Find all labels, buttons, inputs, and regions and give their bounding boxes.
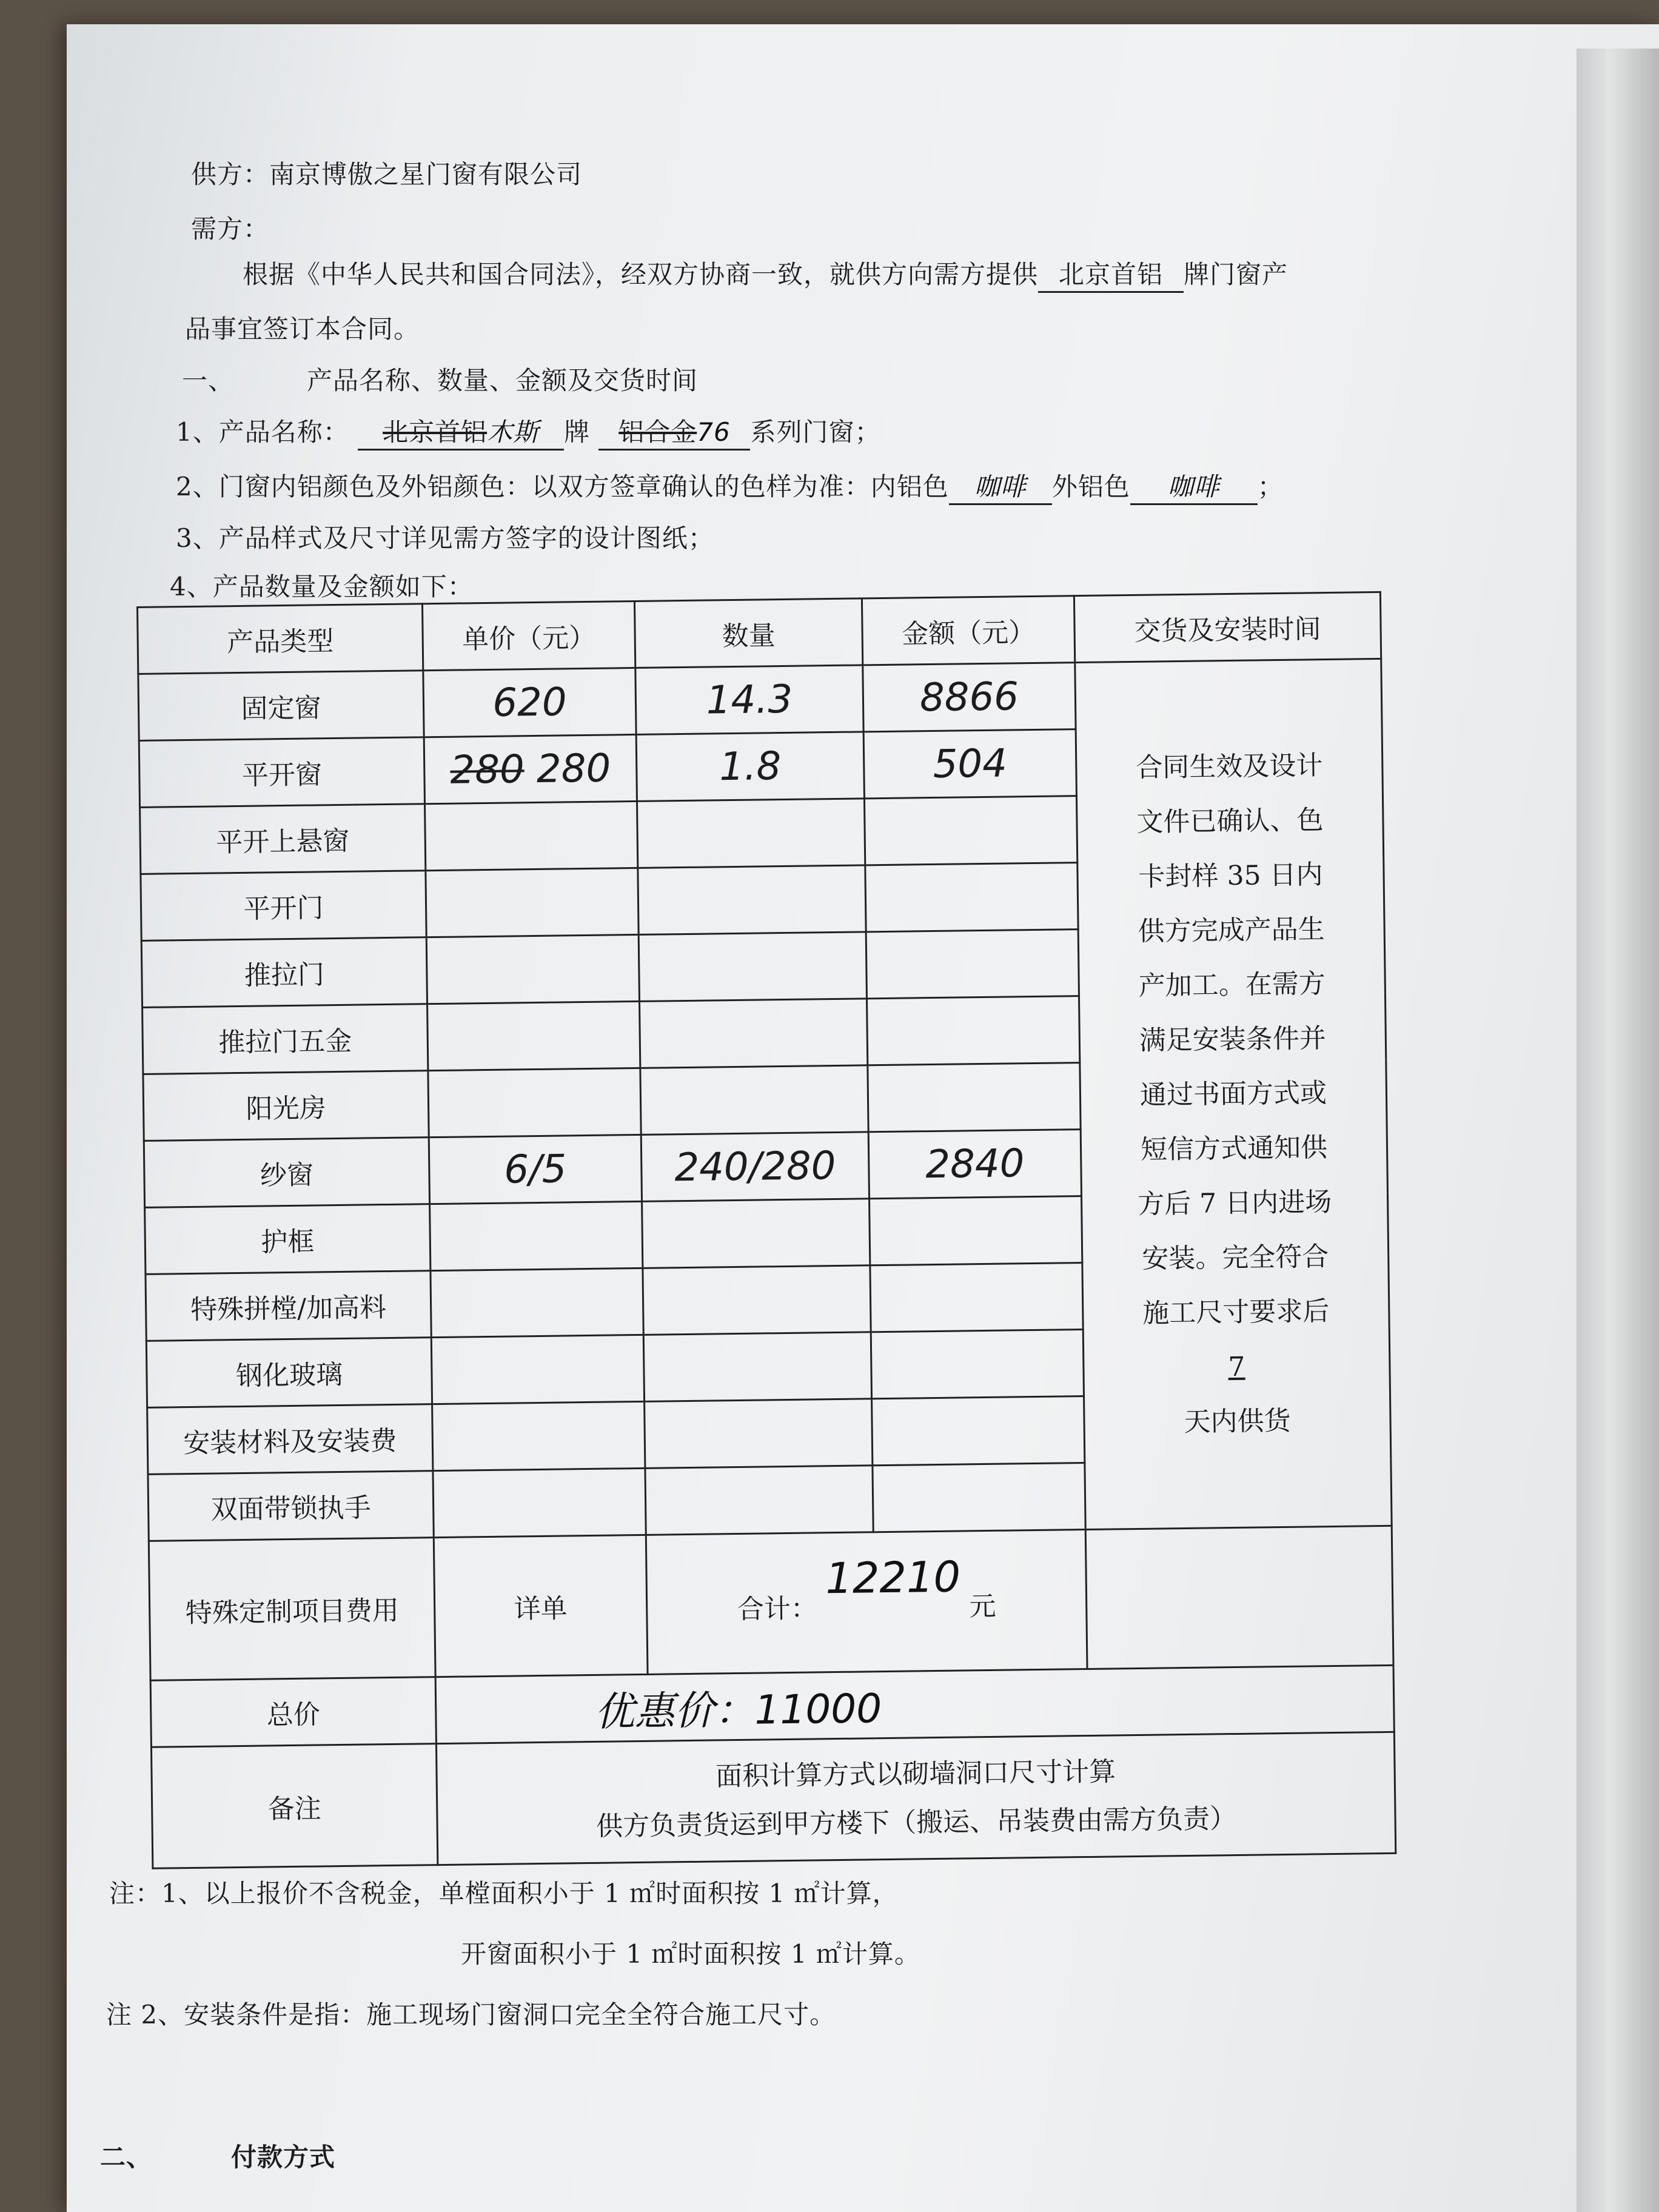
table-row: 阳光房 — [143, 1059, 1387, 1141]
table-row: 钢化玻璃 — [146, 1326, 1390, 1407]
item-1-product-name: 1、产品名称： 北京首铝木斯 牌 铝合金76 系列门窗； — [176, 412, 880, 451]
note-1b: 开窗面积小于 1 ㎡时面积按 1 ㎡计算。 — [461, 1939, 920, 1969]
detail-label: 详单 — [434, 1535, 648, 1677]
intro-line-2: 品事宜签订本合同。 — [185, 314, 420, 344]
grand-total-label: 总价 — [150, 1677, 436, 1748]
buyer-label: 需方： — [191, 214, 270, 244]
table-row: 安装材料及安装费 — [147, 1392, 1391, 1474]
table-row: 平开上悬窗 — [140, 792, 1384, 874]
header-delivery: 交货及安装时间 — [1074, 592, 1381, 662]
note-2: 注 2、安装条件是指：施工现场门窗洞口完全全符合施工尺寸。 — [106, 2000, 836, 2029]
intro-line-1: 根据《中华人民共和国合同法》，经双方协商一致，就供方向需方提供 北京首铝 牌门窗产 — [243, 255, 1288, 293]
buyer-line — [191, 209, 269, 246]
section-1-title: 产品名称、数量、金额及交货时间 — [307, 366, 699, 395]
remark-content: 面积计算方式以砌墙洞口尺寸计算 供方负责货运到甲方楼下（搬运、吊装费由需方负责） — [436, 1732, 1395, 1865]
item-3: 3、产品样式及尺寸详见需方签字的设计图纸； — [176, 523, 714, 553]
note-1: 注：1、以上报价不含税金，单樘面积小于 1 ㎡时面积按 1 ㎡计算， — [109, 1879, 899, 1908]
supplier-label: 供方： — [191, 159, 270, 189]
table-row: 推拉门 — [141, 925, 1385, 1007]
subtotal-handwritten: 12210 — [825, 1552, 961, 1603]
supplier-line — [191, 155, 582, 191]
header-amount: 金额（元） — [862, 596, 1074, 665]
special-label: 特殊定制项目费用 — [149, 1538, 435, 1681]
table-row: 固定窗 620 14.3 8866 合同生效及设计 文件已确认、色 卡封样 35 日内 供方完成产品生 产加工。在需方 满足安装条件并 通过书面方式或 短信方式通知供 方后 7 日内进场 安装。完全符合 施工尺寸要求后 7 天内供货 — [138, 659, 1382, 740]
table-row: 平开门 — [141, 859, 1384, 940]
header-price: 单价（元） — [422, 601, 635, 670]
delivery-terms: 合同生效及设计 文件已确认、色 卡封样 35 日内 供方完成产品生 产加工。在需方 满足安装条件并 通过书面方式或 短信方式通知供 方后 7 日内进场 安装。完全符合 施工尺寸要求后 7 天内供货 — [1075, 659, 1392, 1529]
table-row: 双面带锁执手 — [148, 1459, 1392, 1541]
table-row: 护框 — [145, 1192, 1389, 1274]
brand-fill: 北京首铝 — [1038, 255, 1184, 293]
item-2-colors: 2、门窗内铝颜色及外铝颜色：以双方签章确认的色样为准：内铝色 咖啡 外铝色 咖啡 ； — [176, 467, 1284, 505]
section-2-title: 付款方式 — [231, 2142, 336, 2172]
header-type: 产品类型 — [138, 604, 423, 674]
section-2-heading: 二、 付款方式 — [100, 2142, 336, 2172]
subtotal-cell: 合计： 12210 元 — [646, 1529, 1087, 1674]
page-stack-edge — [1577, 49, 1659, 2212]
product-table — [136, 591, 1395, 1843]
table-row: 纱窗 6/5 240/280 2840 — [144, 1125, 1387, 1207]
remark-label: 备注 — [151, 1744, 437, 1869]
grand-total-handwritten: 优惠价：11000 — [435, 1665, 1394, 1743]
header-qty: 数量 — [634, 598, 862, 668]
table-row: 推拉门五金 — [142, 992, 1386, 1074]
table-row: 特殊拼樘/加高料 — [146, 1259, 1389, 1341]
special-items-row — [149, 1526, 1393, 1680]
section-1-heading: 一、 产品名称、数量、金额及交货时间 — [182, 366, 699, 395]
table-row: 平开窗 280 280 1.8 504 — [139, 725, 1382, 807]
item-4: 4、产品数量及金额如下： — [170, 572, 474, 602]
supplier-name: 南京博傲之星门窗有限公司 — [269, 159, 583, 189]
remark-row — [151, 1732, 1395, 1868]
